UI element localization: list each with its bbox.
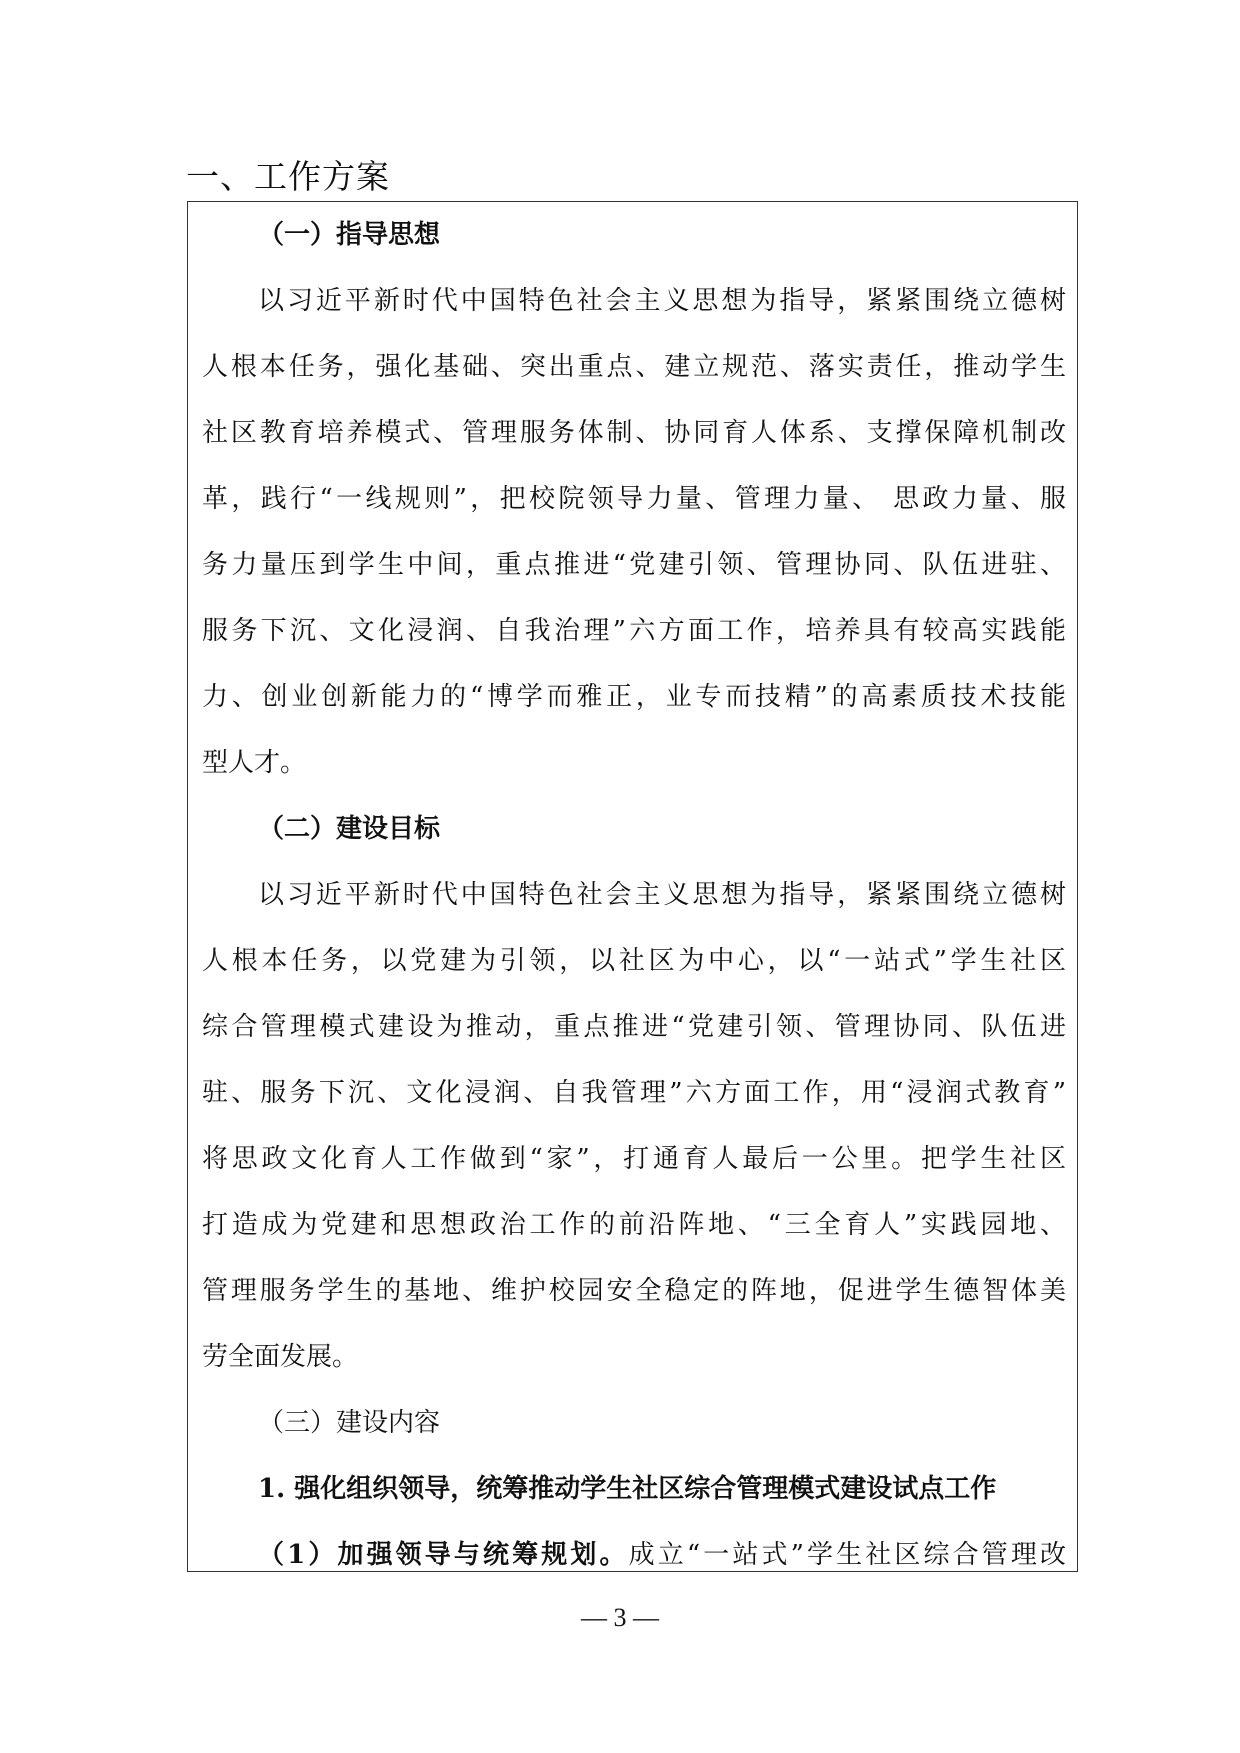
guiding-line: 以习近平新时代中国特色社会主义思想为指导，紧紧围绕立德树 [258, 286, 1066, 316]
item1-title: 1. 强化组织领导，统筹推动学生社区综合管理模式建设试点工作 [258, 1474, 997, 1504]
guiding-line: 力、创业创新能力的“博学而雅正，业专而技精”的高素质技术技能 [202, 682, 1066, 712]
guiding-line: 革，践行“一线规则”，把校院领导力量、管理力量、 思政力量、服 [202, 484, 1066, 514]
page-number: — 3 — [581, 1603, 659, 1632]
goals-line: 管理服务学生的基地、维护校园安全稳定的阵地，促进学生德智体美 [202, 1276, 1066, 1306]
guiding-heading: （一）指导思想 [258, 220, 441, 250]
goals-heading: （二）建设目标 [258, 814, 441, 844]
goals-line: 综合管理模式建设为推动，重点推进“党建引领、管理协同、队伍进 [202, 1012, 1066, 1042]
guiding-line: 服务下沉、文化浸润、自我治理”六方面工作，培养具有较高实践能 [202, 616, 1066, 646]
goals-line: 人根本任务，以党建为引领，以社区为中心，以“一站式”学生社区 [202, 946, 1066, 976]
guiding-line: 社区教育培养模式、管理服务体制、协同育人体系、支撑保障机制改 [202, 418, 1066, 448]
guiding-line: 型人才。 [202, 748, 307, 778]
goals-line: 将思政文化育人工作做到“家”，打通育人最后一公里。把学生社区 [202, 1144, 1066, 1174]
goals-line: 以习近平新时代中国特色社会主义思想为指导，紧紧围绕立德树 [258, 880, 1066, 910]
guiding-line: 务力量压到学生中间，重点推进“党建引领、管理协同、队伍进驻、 [202, 550, 1066, 580]
content-heading: （三）建设内容 [258, 1408, 441, 1438]
item1-sub-heading: （1）加强领导与统筹规划。 [258, 1540, 629, 1570]
goals-line: 驻、服务下沉、文化浸润、自我管理”六方面工作，用“浸润式教育” [202, 1078, 1066, 1108]
item1-sub-text: 成立“一站式”学生社区综合管理改 [628, 1540, 1066, 1570]
section-title: 一、工作方案 [186, 157, 390, 196]
guiding-line: 人根本任务，强化基础、突出重点、建立规范、落实责任，推动学生 [202, 352, 1066, 382]
goals-line: 打造成为党建和思想政治工作的前沿阵地、“三全育人”实践园地、 [202, 1210, 1066, 1240]
content-box [187, 201, 1078, 1572]
item1-sub-paragraph [258, 1522, 1066, 1572]
goals-line: 劳全面发展。 [202, 1342, 359, 1372]
